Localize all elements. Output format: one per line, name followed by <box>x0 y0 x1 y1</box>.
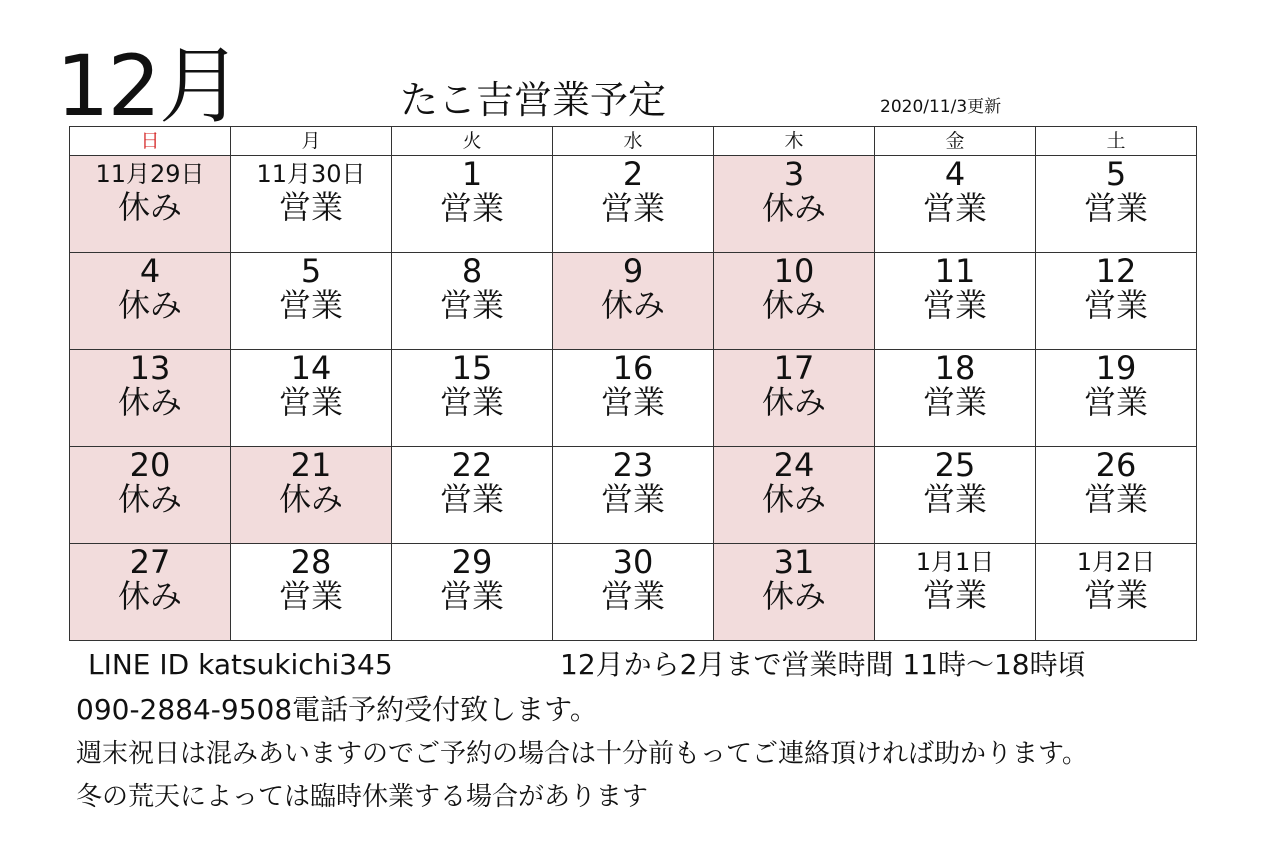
day-status: 営業 <box>922 480 987 518</box>
weekday-wednesday: 水 <box>553 127 714 156</box>
day-date: 17 <box>773 349 815 387</box>
phone-reservation-text: 090-2884-9508電話予約受付致します。 <box>76 693 598 726</box>
day-status: 休み <box>761 189 826 227</box>
day-status: 休み <box>278 480 343 518</box>
day-date: 21 <box>290 446 332 484</box>
day-date: 16 <box>612 349 654 387</box>
day-date: 5 <box>300 252 322 290</box>
day-cell <box>231 350 392 447</box>
day-date: 25 <box>934 446 976 484</box>
day-date: 5 <box>1105 155 1127 193</box>
day-date: 15 <box>451 349 493 387</box>
day-status: 営業 <box>439 577 504 615</box>
week-row <box>70 253 1197 350</box>
week-row <box>70 447 1197 544</box>
week-row <box>70 544 1197 641</box>
day-status: 営業 <box>1083 189 1148 227</box>
day-cell <box>392 447 553 544</box>
day-date: 8 <box>461 252 483 290</box>
day-cell <box>875 447 1036 544</box>
day-date: 20 <box>129 446 171 484</box>
day-status: 営業 <box>1083 383 1148 421</box>
reservation-note: 週末祝日は混みあいますのでご予約の場合は十分前もってご連絡頂ければ助かります。 <box>76 739 1088 769</box>
day-date: 3 <box>783 155 805 193</box>
day-cell <box>714 544 875 641</box>
week-row <box>70 350 1197 447</box>
day-date: 12 <box>1095 252 1137 290</box>
day-date: 18 <box>934 349 976 387</box>
day-cell <box>875 156 1036 253</box>
business-hours-text: 12月から2月まで営業時間 11時～18時頃 <box>560 648 1086 681</box>
weekday-header-row <box>70 127 1197 156</box>
day-status: 営業 <box>600 480 665 518</box>
day-cell <box>392 156 553 253</box>
day-date: 22 <box>451 446 493 484</box>
calendar-table <box>69 126 1197 641</box>
day-status: 休み <box>761 286 826 324</box>
day-cell <box>70 156 231 253</box>
day-status: 休み <box>761 577 826 615</box>
day-date: 1 <box>461 155 483 193</box>
day-date: 29 <box>451 543 493 581</box>
day-status: 営業 <box>600 383 665 421</box>
day-cell <box>1036 253 1197 350</box>
day-status: 休み <box>117 383 182 421</box>
day-date: 11月29日 <box>95 160 205 188</box>
day-status: 営業 <box>1083 480 1148 518</box>
day-status: 営業 <box>278 188 343 226</box>
day-status: 営業 <box>600 577 665 615</box>
day-status: 営業 <box>278 286 343 324</box>
day-cell <box>1036 350 1197 447</box>
day-cell <box>70 447 231 544</box>
day-status: 営業 <box>439 480 504 518</box>
day-date: 1月1日 <box>915 548 995 576</box>
week-row <box>70 156 1197 253</box>
day-cell <box>714 447 875 544</box>
day-cell <box>231 156 392 253</box>
day-cell <box>553 350 714 447</box>
day-status: 営業 <box>439 189 504 227</box>
day-date: 26 <box>1095 446 1137 484</box>
day-date: 9 <box>622 252 644 290</box>
day-date: 11 <box>934 252 976 290</box>
day-cell <box>392 350 553 447</box>
day-date: 14 <box>290 349 332 387</box>
day-cell <box>1036 544 1197 641</box>
day-status: 営業 <box>922 189 987 227</box>
weekday-monday: 月 <box>231 127 392 156</box>
day-cell <box>875 253 1036 350</box>
day-date: 13 <box>129 349 171 387</box>
day-date: 30 <box>612 543 654 581</box>
day-cell <box>875 544 1036 641</box>
day-status: 営業 <box>439 383 504 421</box>
weekday-friday: 金 <box>875 127 1036 156</box>
day-status: 休み <box>117 577 182 615</box>
day-cell <box>714 156 875 253</box>
day-status: 休み <box>761 383 826 421</box>
day-cell <box>714 253 875 350</box>
day-date: 19 <box>1095 349 1137 387</box>
weekday-thursday: 木 <box>714 127 875 156</box>
day-status: 休み <box>117 286 182 324</box>
weekday-tuesday: 火 <box>392 127 553 156</box>
day-date: 10 <box>773 252 815 290</box>
day-date: 24 <box>773 446 815 484</box>
day-date: 23 <box>612 446 654 484</box>
weekday-sunday: 日 <box>70 127 231 156</box>
day-cell <box>392 253 553 350</box>
schedule-title: たこ吉営業予定 <box>400 78 667 122</box>
day-cell <box>553 156 714 253</box>
day-cell <box>70 544 231 641</box>
day-cell <box>231 447 392 544</box>
day-date: 2 <box>622 155 644 193</box>
day-cell <box>70 350 231 447</box>
closure-note: 冬の荒天によっては臨時休業する場合があります <box>76 782 649 812</box>
day-cell <box>392 544 553 641</box>
day-status: 営業 <box>439 286 504 324</box>
day-status: 営業 <box>922 576 987 614</box>
day-date: 4 <box>944 155 966 193</box>
weekday-saturday: 土 <box>1036 127 1197 156</box>
day-cell <box>231 544 392 641</box>
day-cell <box>553 544 714 641</box>
month-heading: 12月 <box>56 37 241 135</box>
day-status: 営業 <box>600 189 665 227</box>
day-cell <box>1036 156 1197 253</box>
day-status: 休み <box>117 188 182 226</box>
day-date: 28 <box>290 543 332 581</box>
day-status: 営業 <box>922 286 987 324</box>
calendar-body <box>70 156 1197 641</box>
updated-date: 2020/11/3更新 <box>880 97 1002 117</box>
day-status: 営業 <box>278 383 343 421</box>
day-status: 休み <box>117 480 182 518</box>
day-date: 27 <box>129 543 171 581</box>
day-cell <box>70 253 231 350</box>
day-cell <box>1036 447 1197 544</box>
day-cell <box>875 350 1036 447</box>
line-id-text: LINE ID katsukichi345 <box>88 648 393 681</box>
day-status: 営業 <box>1083 576 1148 614</box>
day-cell <box>231 253 392 350</box>
day-cell <box>553 253 714 350</box>
day-date: 11月30日 <box>256 160 366 188</box>
day-cell <box>553 447 714 544</box>
day-status: 営業 <box>922 383 987 421</box>
day-date: 31 <box>773 543 815 581</box>
day-status: 営業 <box>278 577 343 615</box>
day-date: 1月2日 <box>1076 548 1156 576</box>
day-status: 営業 <box>1083 286 1148 324</box>
day-status: 休み <box>761 480 826 518</box>
day-status: 休み <box>600 286 665 324</box>
day-cell <box>714 350 875 447</box>
day-date: 4 <box>139 252 161 290</box>
